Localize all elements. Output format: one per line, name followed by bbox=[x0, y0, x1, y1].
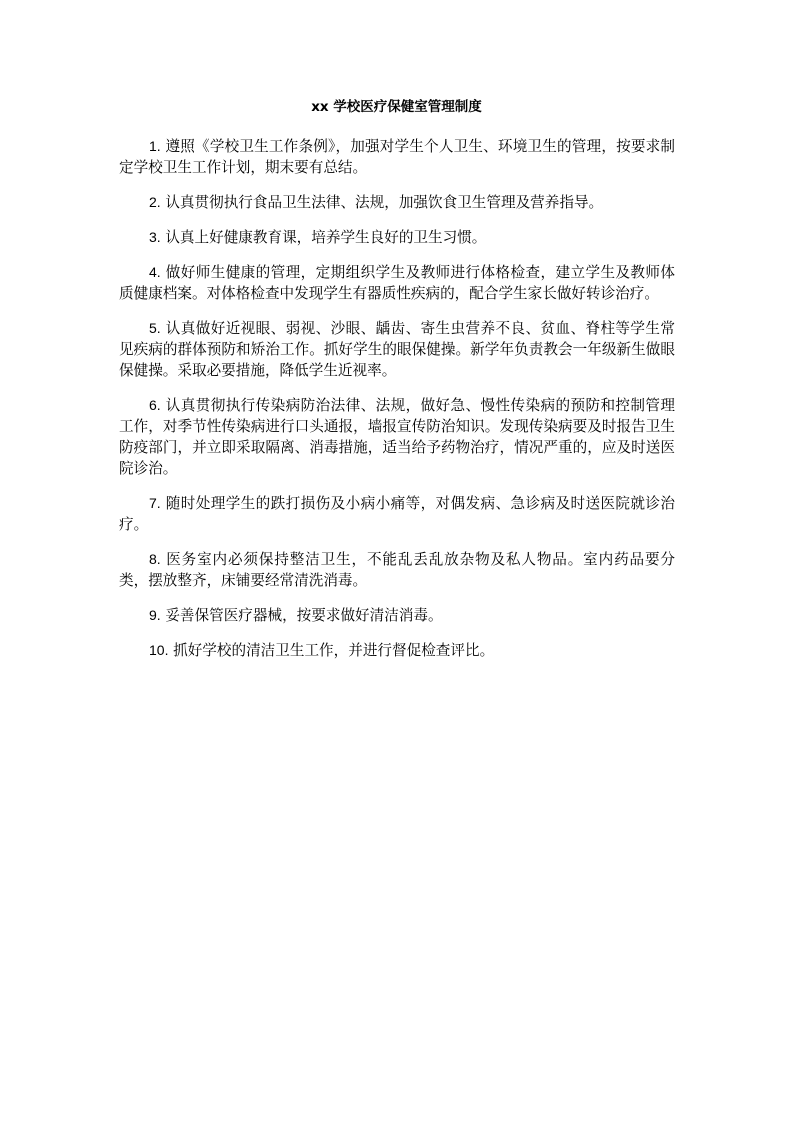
list-item bbox=[119, 640, 675, 661]
item-text: 认真做好近视眼、弱视、沙眼、龋齿、寄生虫营养不良、贫血、脊柱等学生常见疾病的群体预防和矫治工作。抓好学生的眼保健操。新学年负责教会一年级新生做眼保健操。采取必要措施，降低学生近视率。 bbox=[119, 320, 675, 379]
list-item bbox=[119, 136, 675, 178]
list-item bbox=[119, 395, 675, 479]
item-text: 认真贯彻执行食品卫生法律、法规，加强饮食卫生管理及营养指导。 bbox=[165, 194, 604, 211]
item-text: 随时处理学生的跌打损伤及小病小痛等，对偶发病、急诊病及时送医院就诊治疗。 bbox=[119, 495, 675, 533]
item-number: 7. bbox=[149, 495, 161, 511]
item-number: 6. bbox=[149, 397, 161, 413]
item-number: 5. bbox=[149, 320, 161, 336]
item-number: 1. bbox=[149, 138, 161, 154]
item-text: 认真上好健康教育课，培养学生良好的卫生习惯。 bbox=[165, 229, 487, 246]
item-text: 遵照《学校卫生工作条例》，加强对学生个人卫生、环境卫生的管理，按要求制定学校卫生工作计划，期末要有总结。 bbox=[119, 138, 675, 176]
list-item bbox=[119, 493, 675, 535]
list-item bbox=[119, 262, 675, 304]
list-item bbox=[119, 318, 675, 381]
item-text: 认真贯彻执行传染病防治法律、法规，做好急、慢性传染病的预防和控制管理工作，对季节性传染病进行口头通报，墙报宣传防治知识。发现传染病要及时报告卫生防疫部门，并立即采取隔离、消毒措施，适当给予药物治疗，情况严重的，应及时送医院诊治。 bbox=[119, 397, 675, 477]
item-number: 4. bbox=[149, 264, 161, 280]
item-text: 医务室内必须保持整洁卫生，不能乱丢乱放杂物及私人物品。室内药品要分类，摆放整齐，床铺要经常清洗消毒。 bbox=[119, 551, 675, 589]
list-item bbox=[119, 227, 675, 248]
item-number: 9. bbox=[149, 607, 161, 623]
document-body bbox=[119, 136, 675, 675]
list-item bbox=[119, 192, 675, 213]
document-title: xx 学校医疗保健室管理制度 bbox=[311, 99, 482, 115]
item-number: 2. bbox=[149, 194, 161, 210]
list-item bbox=[119, 549, 675, 591]
item-number: 3. bbox=[149, 229, 161, 245]
list-item bbox=[119, 605, 675, 626]
item-number: 8. bbox=[149, 551, 161, 567]
item-text: 抓好学校的清洁卫生工作，并进行督促检查评比。 bbox=[173, 642, 495, 659]
item-number: 10. bbox=[149, 642, 169, 658]
item-text: 做好师生健康的管理，定期组织学生及教师进行体格检查，建立学生及教师体质健康档案。对体格检查中发现学生有器质性疾病的，配合学生家长做好转诊治疗。 bbox=[119, 264, 675, 302]
item-text: 妥善保管医疗器械，按要求做好清洁消毒。 bbox=[165, 607, 443, 624]
